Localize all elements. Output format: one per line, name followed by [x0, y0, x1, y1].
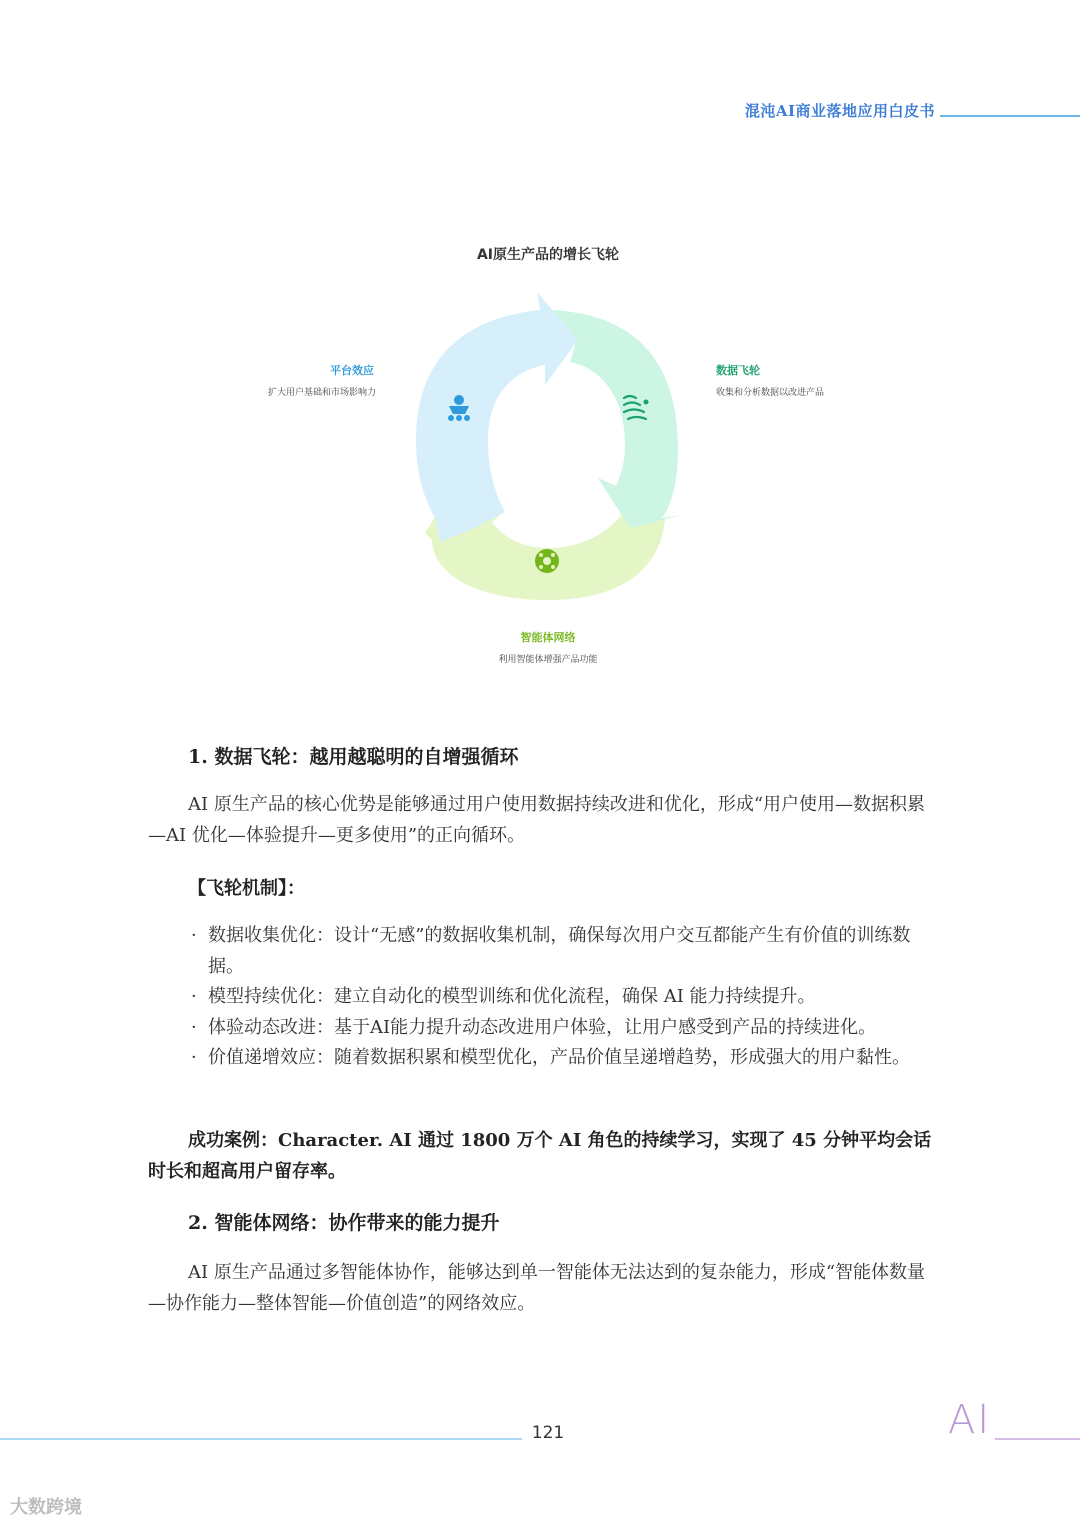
list-item: · 体验动态改进：基于AI能力提升动态改进用户体验，让用户感受到产品的持续进化。 — [188, 1013, 938, 1044]
section2-intro: AI 原生产品通过多智能体协作，能够达到单一智能体无法达到的复杂能力，形成“智能体数量—协作能力—整体智能—价值创造”的网络效应。 — [148, 1262, 926, 1314]
label-platform-desc: 扩大用户基础和市场影响力 — [268, 388, 377, 398]
label-agent-title: 智能体网络 — [520, 631, 576, 644]
label-data-desc: 收集和分析数据以改进产品 — [716, 388, 825, 398]
success-case: 成功案例：Character. AI 通过 1800 万个 AI 角色的持续学习，实现了 45 分钟平均会话时长和超高用户留存率。 — [148, 1130, 932, 1182]
label-agent-desc: 利用智能体增强产品功能 — [498, 655, 598, 665]
section1-intro: AI 原生产品的核心优势是能够通过用户使用数据持续改进和优化，形成“用户使用—数据积累—AI 优化—体验提升—更多使用”的正向循环。 — [148, 794, 926, 846]
section2-heading: 2. 智能体网络：协作带来的能力提升 — [188, 1212, 500, 1234]
list-item: · 数据收集优化：设计“无感”的数据收集机制，确保每次用户交互都能产生有价值的训练数据。 — [188, 921, 938, 982]
figure-title: AI原生产品的增长飞轮 — [476, 247, 620, 263]
mechanism-title: 【飞轮机制】： — [188, 878, 305, 899]
list-item: · 模型持续优化：建立自动化的模型训练和优化流程，确保 AI 能力持续提升。 — [188, 982, 938, 1013]
section1-heading: 1. 数据飞轮：越用越聪明的自增强循环 — [188, 746, 519, 768]
flywheel-arc-platform — [416, 292, 578, 542]
watermark-text: 大数跨境 — [10, 1497, 82, 1518]
flywheel-diagram — [400, 285, 700, 605]
label-platform-title: 平台效应 — [330, 364, 374, 377]
page-number: 121 — [531, 1423, 565, 1443]
label-data-title: 数据飞轮 — [716, 364, 760, 377]
network-hub-icon — [535, 549, 559, 573]
list-item: · 价值递增效应：随着数据积累和模型优化，产品价值呈递增趋势，形成强大的用户黏性。 — [188, 1043, 938, 1074]
footer-logo: AI — [948, 1397, 992, 1443]
header-title: 混沌AI商业落地应用白皮书 — [744, 102, 935, 120]
mechanism-list — [188, 921, 938, 1074]
